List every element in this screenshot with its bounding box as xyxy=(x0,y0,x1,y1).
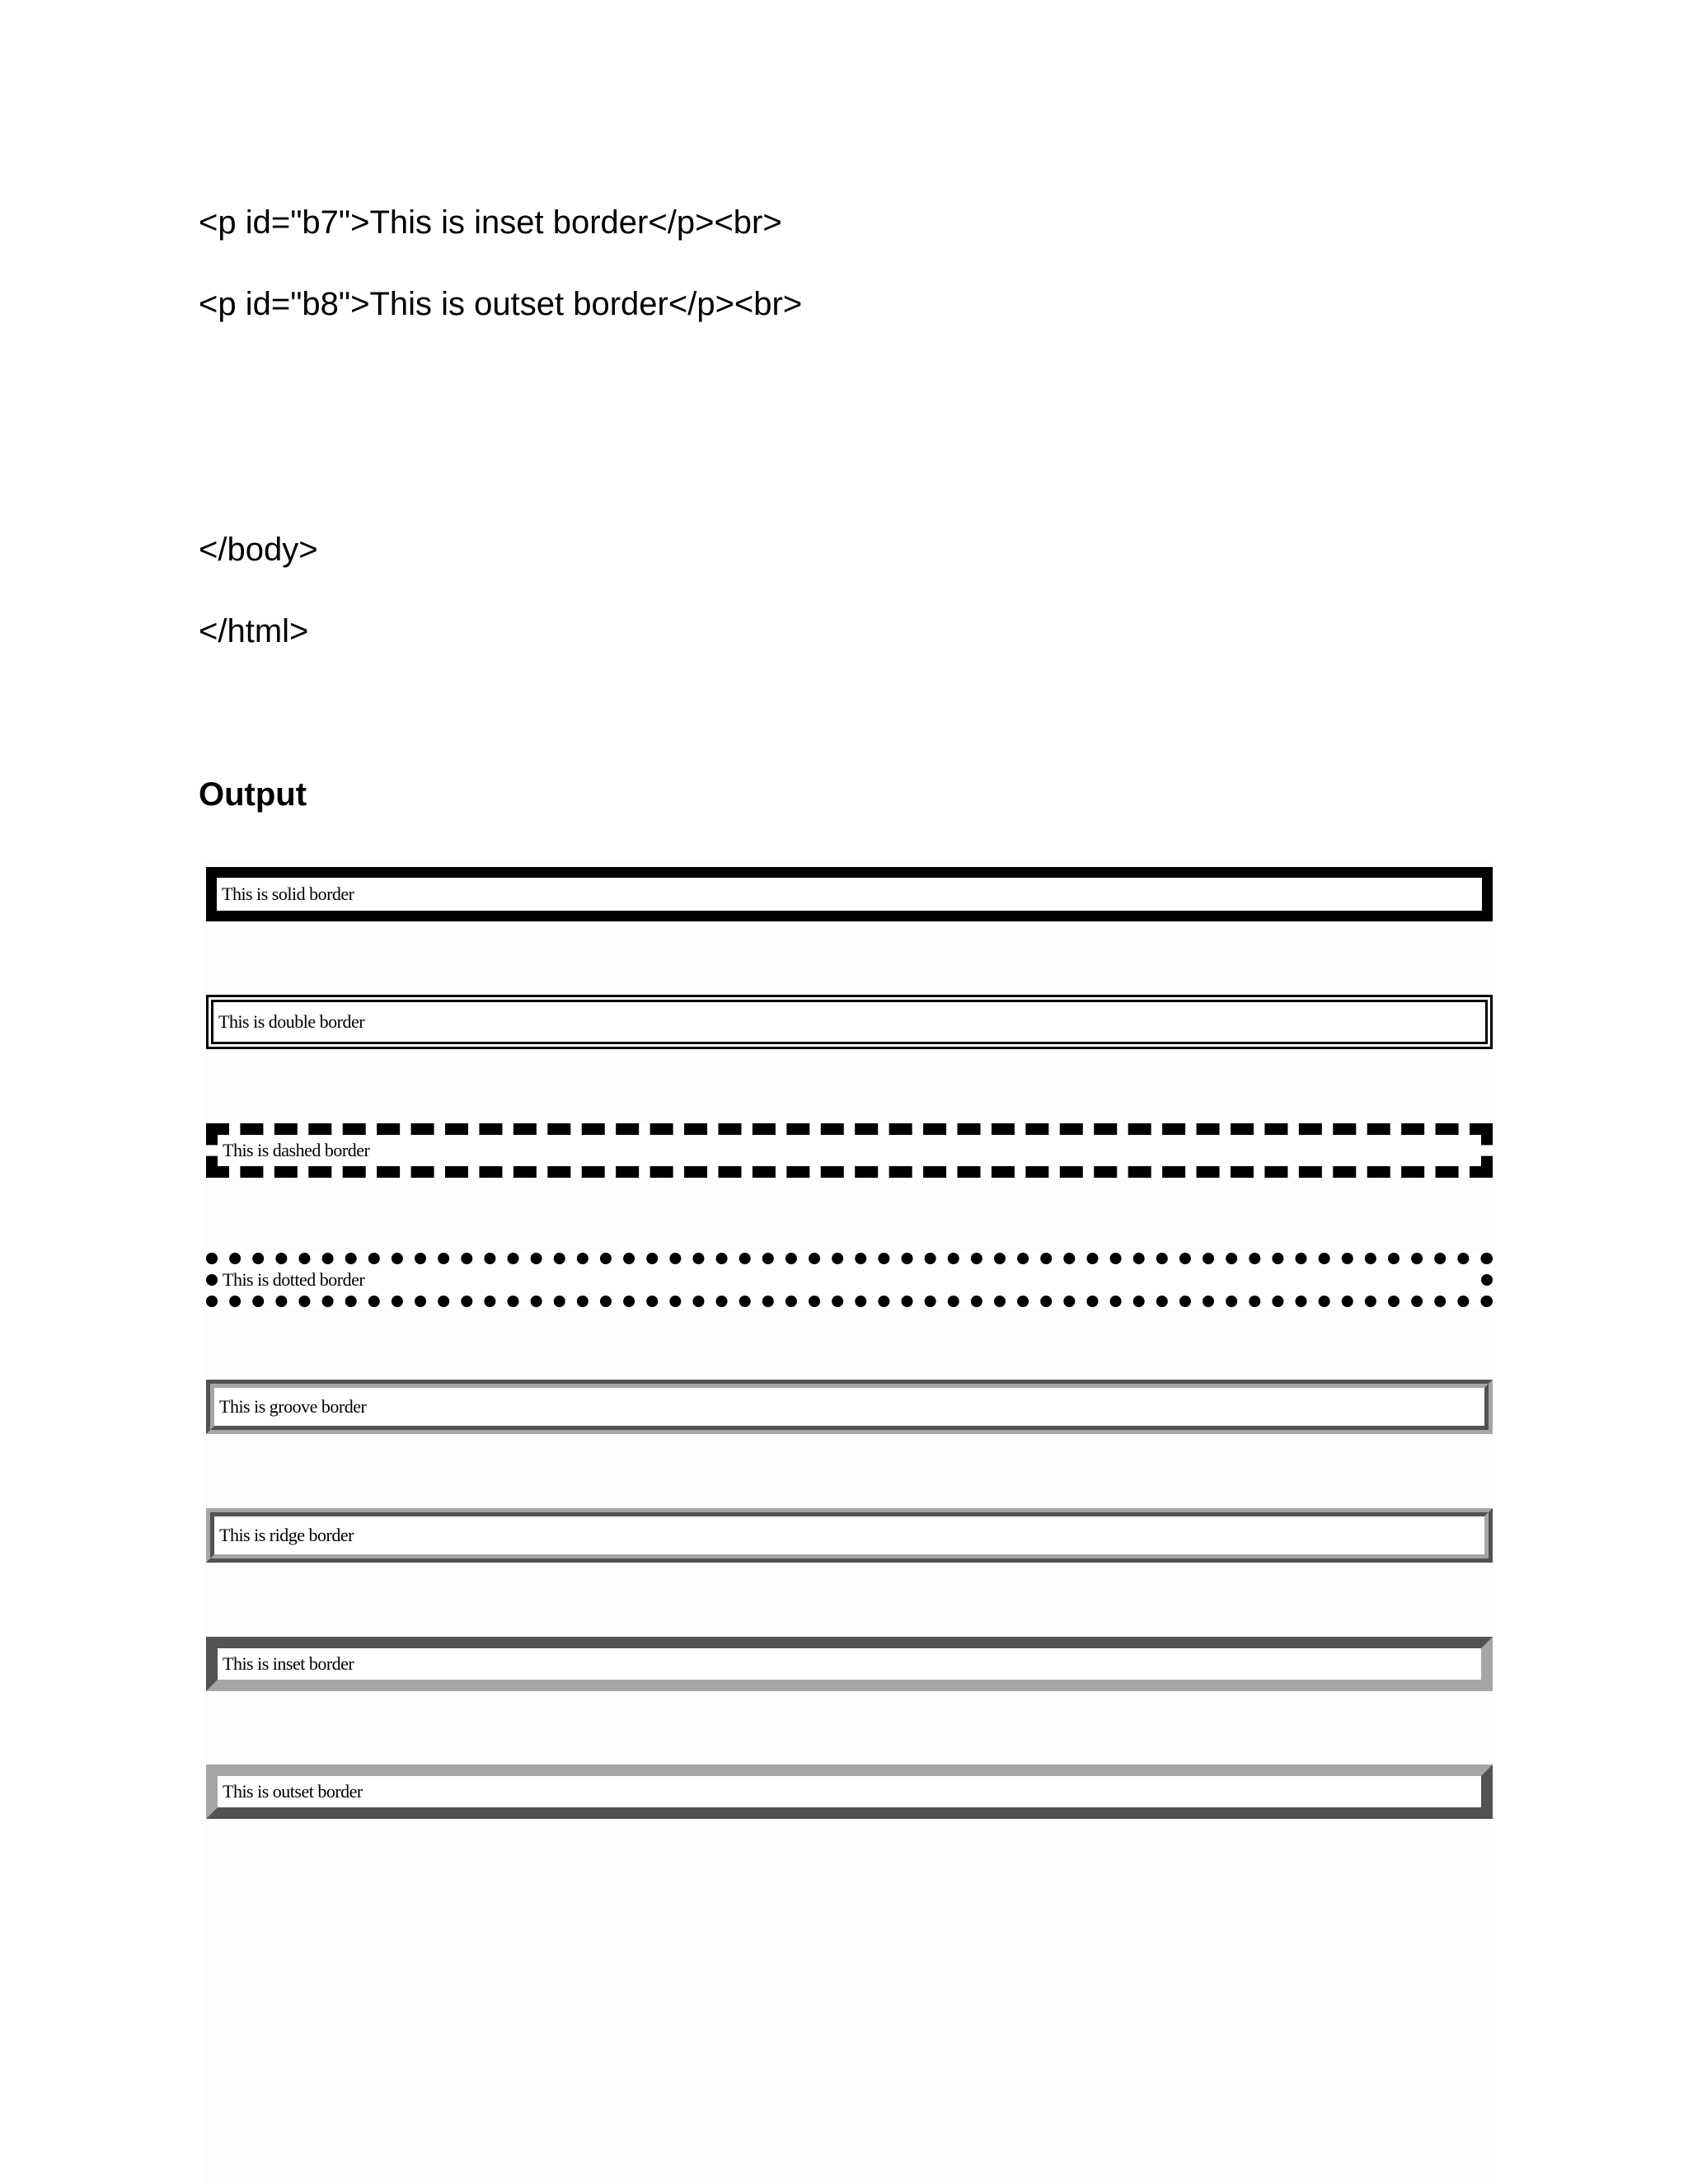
output-heading: Output xyxy=(199,776,307,813)
code-line-outset: <p id="b8">This is outset border</p><br> xyxy=(199,286,803,322)
solid-border-text: This is solid border xyxy=(222,883,354,904)
double-border-text: This is double border xyxy=(218,1011,365,1032)
groove-border-box xyxy=(206,1380,1493,1434)
ridge-border-text: This is ridge border xyxy=(219,1525,354,1545)
outset-border-box xyxy=(206,1765,1493,1819)
outset-border-text: This is outset border xyxy=(223,1781,363,1802)
inset-border-text: This is inset border xyxy=(223,1653,354,1674)
code-line-body-close: </body> xyxy=(199,532,318,568)
groove-border-text: This is groove border xyxy=(219,1396,367,1417)
dashed-border-text: This is dashed border xyxy=(223,1140,370,1160)
inset-border-box xyxy=(206,1637,1493,1691)
ridge-border-box xyxy=(206,1508,1493,1563)
code-line-html-close: </html> xyxy=(199,613,309,649)
code-line-inset: <p id="b7">This is inset border</p><br> xyxy=(199,204,782,241)
solid-border-box xyxy=(206,867,1493,921)
dotted-border-box xyxy=(206,1253,1493,1307)
dotted-border-text: This is dotted border xyxy=(223,1269,365,1290)
dashed-border-box xyxy=(206,1123,1493,1178)
double-border-box xyxy=(206,995,1493,1049)
